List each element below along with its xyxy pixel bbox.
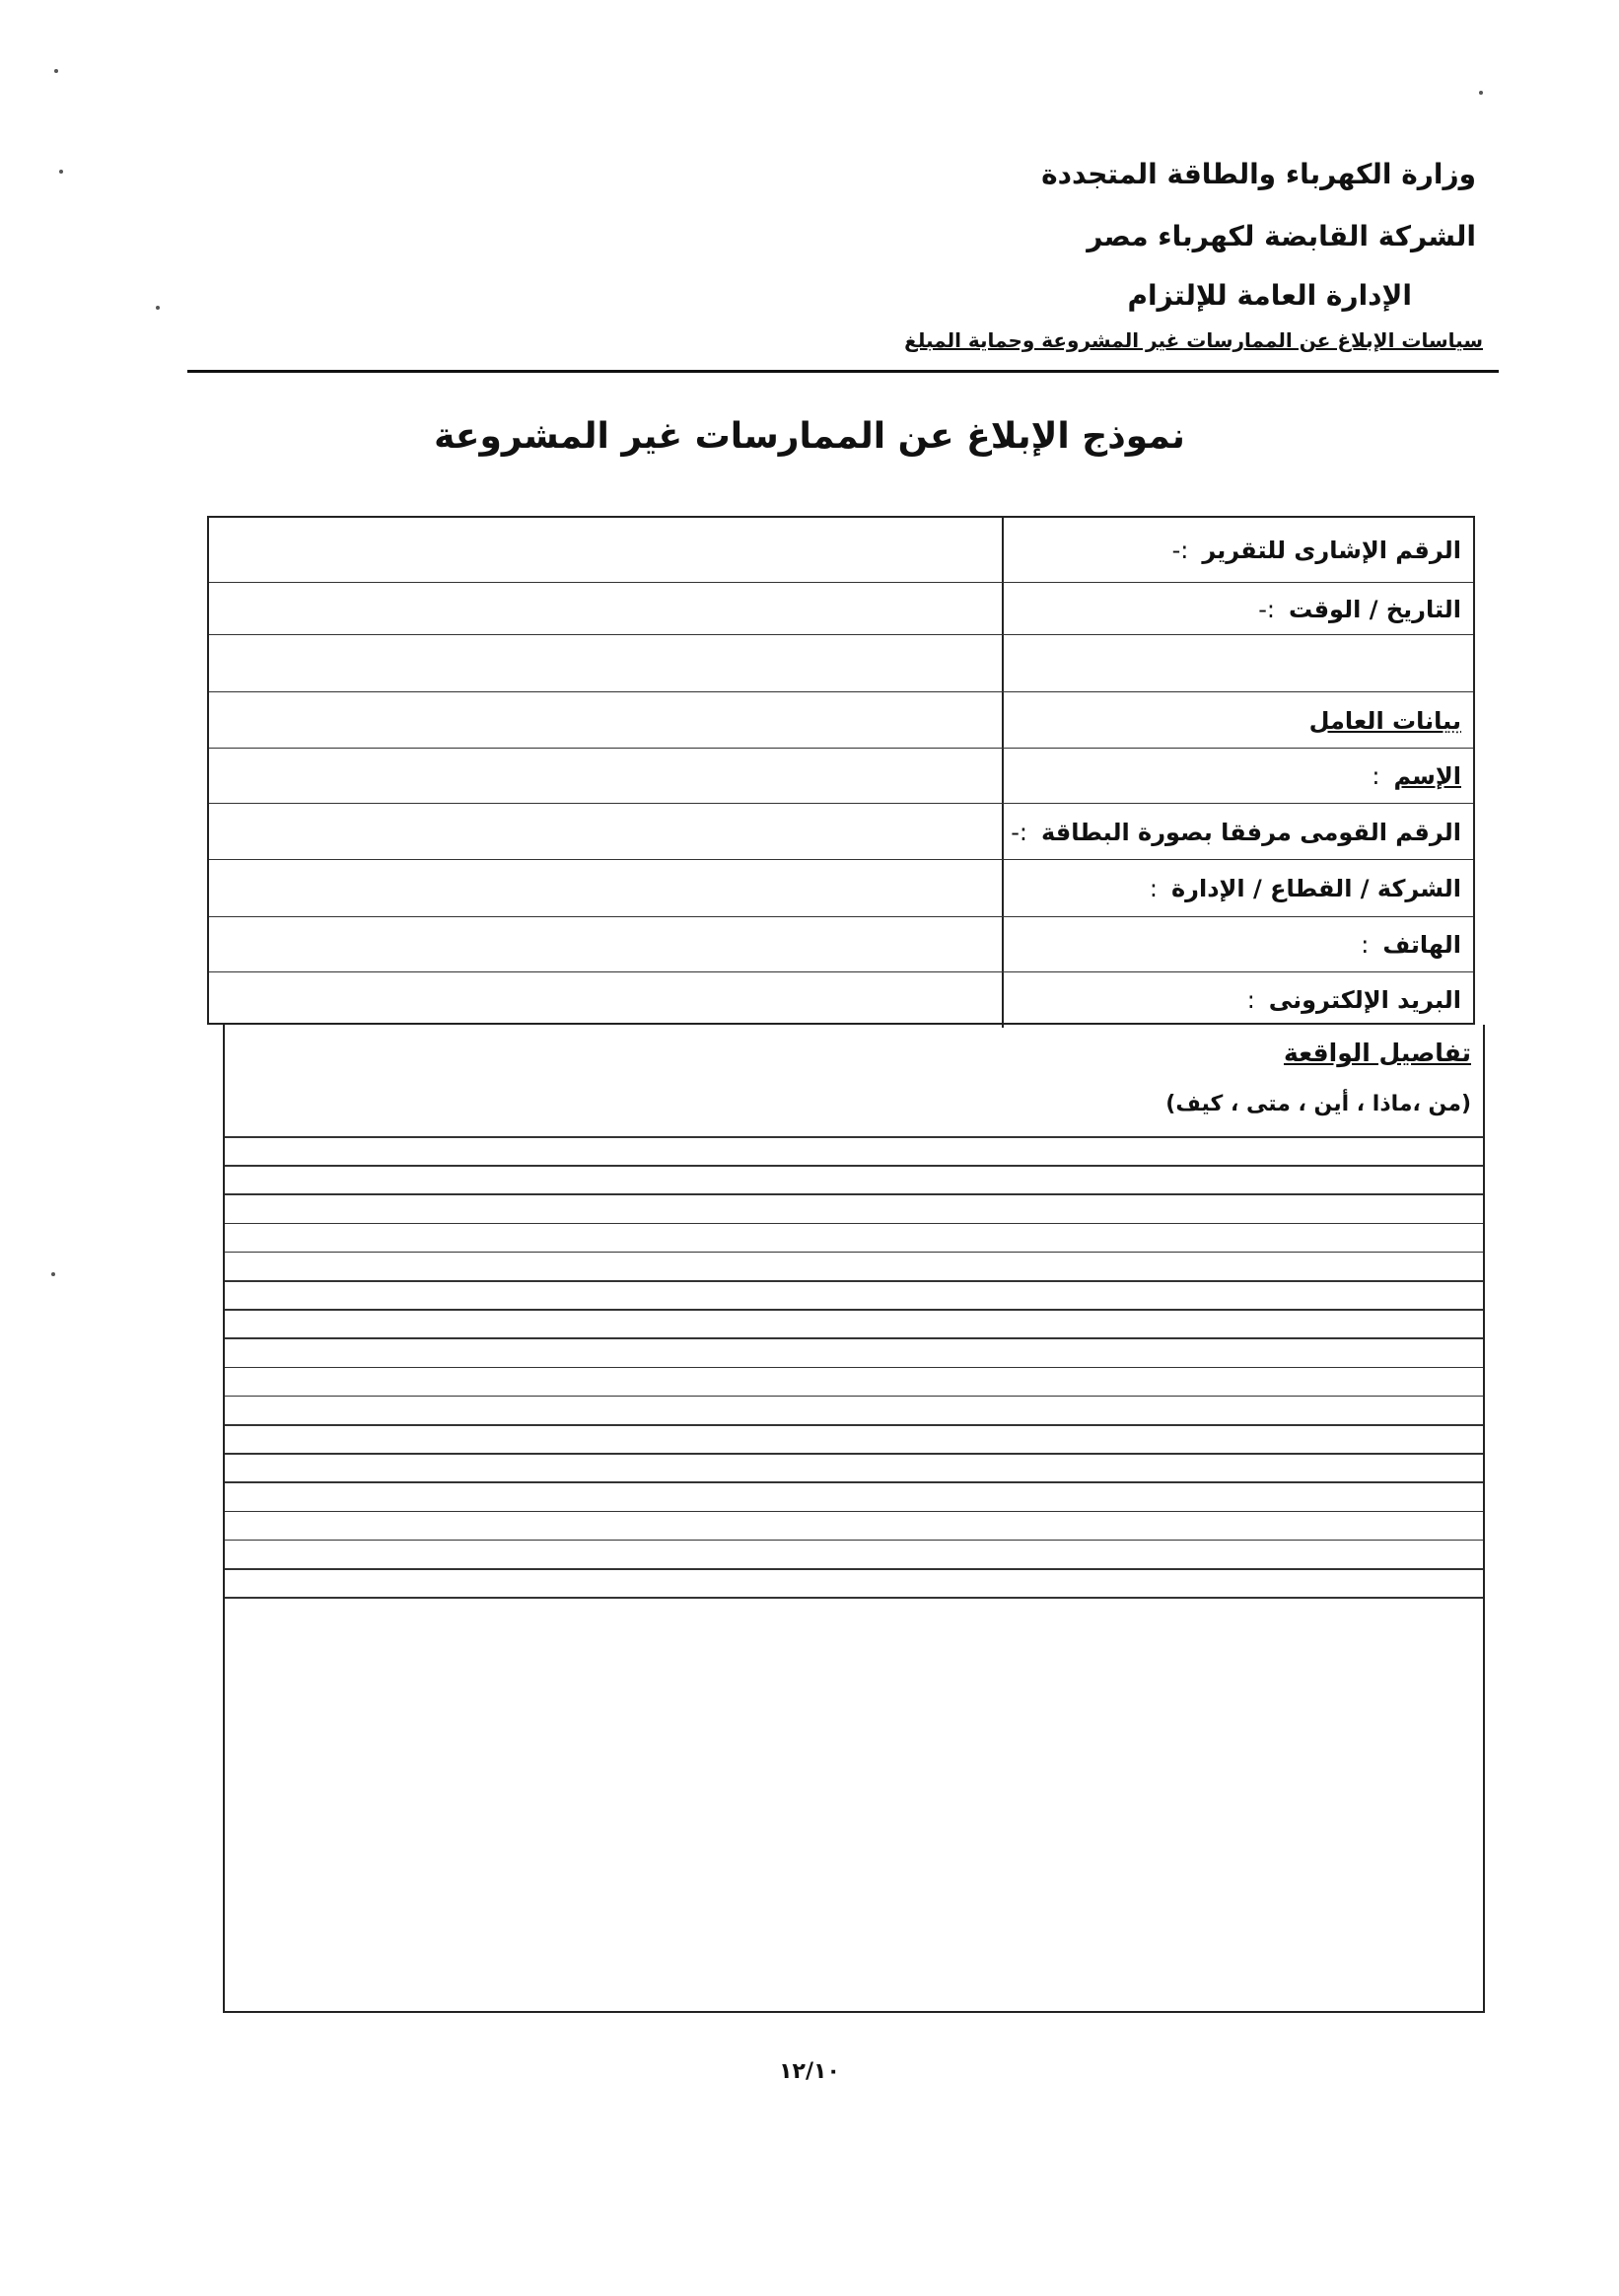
scan-speck [51,1272,55,1276]
scan-speck [59,170,63,174]
form-row-label-cell [1002,583,1473,635]
form-field-label: الإسم [1393,762,1461,790]
form-row-label-cell [1002,917,1473,972]
form-row [209,518,1473,582]
incident-details-hint: (من ،ماذا ، أين ، متى ، كيف) [1165,1092,1471,1116]
writing-line[interactable] [225,1481,1483,1483]
form-field-value[interactable] [209,583,1002,635]
writing-line[interactable] [225,1453,1483,1455]
form-field-label: الشركة / القطاع / الإدارة [1171,875,1461,902]
form-field-label: الهاتف [1382,931,1461,959]
form-row [209,634,1473,692]
company-name: الشركة القابضة لكهرباء مصر [1087,220,1476,252]
form-row [209,803,1473,860]
form-field-value[interactable] [209,917,1002,972]
department-name: الإدارة العامة للإلتزام [1127,279,1412,312]
form-field-separator: : [1372,762,1380,790]
form-field-value[interactable] [209,972,1002,1028]
form-row [209,859,1473,917]
form-field-value[interactable] [209,804,1002,860]
writing-line[interactable] [225,1367,1483,1369]
ministry-name: وزارة الكهرباء والطاقة المتجددة [1041,158,1476,190]
form-field-label: البريد الإلكترونى [1268,986,1461,1014]
writing-line[interactable] [225,1136,1483,1138]
scan-speck [1479,91,1483,95]
scan-speck [156,306,160,310]
writing-line[interactable] [225,1511,1483,1513]
form-row-label-cell [1002,804,1473,860]
form-field-value[interactable] [209,635,1002,692]
writing-line[interactable] [225,1193,1483,1195]
form-field-value[interactable] [209,749,1002,804]
form-field-value[interactable] [209,518,1002,582]
form-row [209,971,1473,1028]
form-field-label: الرقم الإشارى للتقرير [1202,536,1461,564]
writing-line[interactable] [225,1223,1483,1225]
form-field-separator: :- [1011,818,1027,846]
form-field-label: الرقم القومى مرفقا بصورة البطاقة [1041,818,1461,846]
form-row-label-cell [1002,635,1473,692]
writing-line[interactable] [225,1337,1483,1339]
form-field-label: التاريخ / الوقت [1288,595,1461,623]
writing-line[interactable] [225,1252,1483,1254]
incident-details-title: تفاصيل الواقعة [1284,1039,1471,1067]
form-row [209,691,1473,749]
form-field-value[interactable] [209,692,1002,749]
form-row-label-cell [1002,692,1473,749]
form-field-value[interactable] [209,860,1002,917]
incident-details-box [223,1025,1485,2013]
scan-speck [54,69,58,73]
header-divider [187,370,1499,373]
form-field-separator: : [1246,986,1255,1014]
form-field-separator: : [1361,931,1370,959]
form-field-label: بيانات العامل [1308,706,1461,735]
writing-line[interactable] [225,1165,1483,1167]
form-title: نموذج الإبلاغ عن الممارسات غير المشروعة [434,416,1185,457]
policy-title: سياسات الإبلاغ عن الممارسات غير المشروعة وحماية المبلغ [904,328,1483,352]
form-row [209,748,1473,804]
writing-line[interactable] [225,1540,1483,1542]
writing-line[interactable] [225,1396,1483,1398]
writing-line[interactable] [225,1568,1483,1570]
writing-line[interactable] [225,1280,1483,1282]
form-field-separator: :- [1171,536,1189,564]
writing-line[interactable] [225,1597,1483,1599]
form-row-label-cell [1002,972,1473,1028]
form-row [209,916,1473,972]
form-field-separator: : [1149,875,1159,902]
writing-line[interactable] [225,1309,1483,1311]
form-row [209,582,1473,635]
form-row-label-cell [1002,860,1473,917]
writing-line[interactable] [225,1424,1483,1426]
form-row-label-cell [1002,518,1473,582]
report-form-table [207,516,1475,1025]
form-field-separator: :- [1258,595,1275,623]
page-number: ١٢/١٠ [779,2059,840,2084]
form-row-label-cell [1002,749,1473,804]
